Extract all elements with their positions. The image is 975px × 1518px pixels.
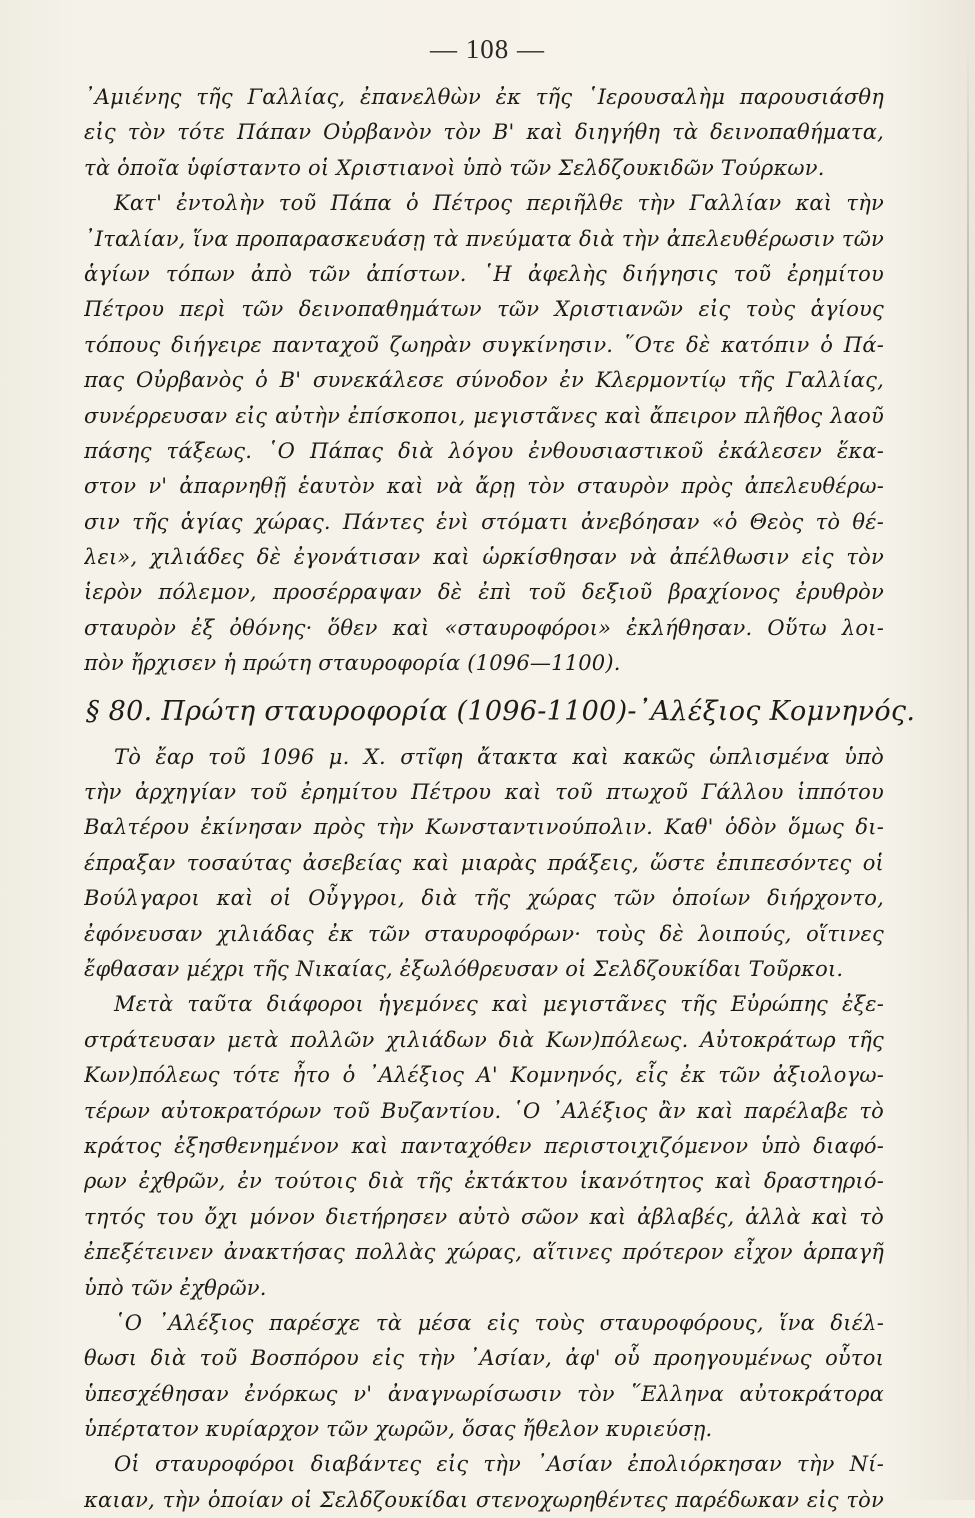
text-line: καιαν, τὴν ὁποίαν οἱ Σελδζουκίδαι στενοχωρηθέντες παρέδωκαν εἰς τὸν	[84, 1487, 884, 1512]
text-line: Μετὰ ταῦτα διάφοροι ἡγεμόνες καὶ μεγιστᾶνες τῆς Εὐρώπης ἐξε-	[114, 992, 884, 1017]
paragraph-3	[84, 740, 884, 988]
text-line: τητός του ὄχι μόνον διετήρησεν αὐτὸ σῶον καὶ ἀβλαβές, ἀλλὰ καὶ τὸ	[84, 1204, 884, 1229]
text-line: τέρων αὐτοκρατόρων τοῦ Βυζαντίου. ῾Ο ᾿Αλέξιος ἂν καὶ παρέλαβε τὸ	[84, 1098, 884, 1123]
paragraph-2	[84, 186, 884, 681]
text-line: πάσης τάξεως. ῾Ο Πάπας διὰ λόγου ἐνθουσιαστικοῦ ἐκάλεσεν ἕκα-	[84, 438, 884, 463]
page-number: — 108 —	[430, 34, 545, 64]
text-line: πας Οὐρβανὸς ὁ Β' συνεκάλεσε σύνοδον ἐν Κλερμοντίῳ τῆς Γαλλίας,	[84, 368, 884, 393]
text-line: ᾿Ιταλίαν, ἵνα προπαρασκευάσῃ τὰ πνεύματα διὰ τὴν ἀπελευθέρωσιν τῶν	[84, 226, 884, 251]
text-line: τόπους διήγειρε πανταχοῦ ζωηρὰν συγκίνησιν. ῞Οτε δὲ κατόπιν ὁ Πά-	[84, 332, 884, 357]
paragraph-1	[84, 80, 884, 186]
text-line: ὑπὸ τῶν ἐχθρῶν.	[84, 1275, 267, 1300]
text-line: σιν τῆς ἁγίας χώρας. Πάντες ἑνὶ στόματι ἀνεβόησαν «ὁ Θεὸς τὸ θέ-	[84, 509, 884, 534]
text-line: τὴν ἀρχηγίαν τοῦ ἐρημίτου Πέτρου καὶ τοῦ πτωχοῦ Γάλλου ἱππότου	[84, 780, 884, 805]
body-text	[84, 80, 916, 1518]
text-line: θωσι διὰ τοῦ Βοσπόρου εἰς τὴν ᾿Ασίαν, ἀφ' οὗ προηγουμένως οὗτοι	[84, 1346, 884, 1371]
text-line: στον ν' ἀπαρνηθῇ ἑαυτὸν καὶ νὰ ἄρῃ τὸν σταυρὸν πρὸς ἀπελευθέρω-	[84, 474, 884, 499]
text-line: πὸν ἤρχισεν ἡ πρώτη σταυροφορία (1096—1100).	[84, 651, 621, 676]
text-line: κράτος ἐξησθενημένον καὶ πανταχόθεν περιστοιχιζόμενον ὑπὸ διαφό-	[84, 1133, 884, 1158]
text-line: σταυρὸν ἐξ ὀθόνης· ὅθεν καὶ «σταυροφόροι» ἐκλήθησαν. Οὕτω λοι-	[84, 615, 884, 640]
text-line: έπραξαν τοσαύτας ἀσεβείας καὶ μιαρὰς πράξεις, ὥστε ἐπιπεσόντες οἱ	[84, 850, 884, 875]
text-line: ρων ἐχθρῶν, ἐν τούτοις διὰ τῆς ἐκτάκτου ἱκανότητος καὶ δραστηριό-	[84, 1169, 884, 1194]
text-line: ἐπεξέτεινεν ἀνακτήσας πολλὰς χώρας, αἵτινες πρότερον εἶχον ἁρπαγῆ	[84, 1240, 884, 1265]
section-heading: § 80. Πρώτη σταυροφορία (1096-1100)-᾿Αλέξιος Κομνηνός.	[86, 695, 916, 727]
text-line: ὑπεσχέθησαν ἐνόρκως ν' ἀναγνωρίσωσιν τὸν ῞Ελληνα αὐτοκράτορα	[84, 1381, 884, 1406]
text-line: λει», χιλιάδες δὲ ἐγονάτισαν καὶ ὡρκίσθησαν νὰ ἀπέλθωσιν εἰς τὸν	[84, 545, 884, 570]
text-line: Κων)πόλεως τότε ἦτο ὁ ᾿Αλέξιος Α' Κομνηνός, εἷς ἐκ τῶν ἀξιολογω-	[84, 1063, 884, 1088]
text-line: Τὸ ἔαρ τοῦ 1096 μ. Χ. στῖφη ἄτακτα καὶ κακῶς ὡπλισμένα ὑπὸ	[114, 744, 884, 769]
text-line: τὰ ὁποῖα ὑφίσταντο οἱ Χριστιανοὶ ὑπὸ τῶν Σελδζουκιδῶν Τούρκων.	[84, 155, 825, 180]
text-line: Βούλγαροι καὶ οἱ Οὖγγροι, διὰ τῆς χώρας τῶν ὁποίων διήρχοντο,	[84, 886, 884, 911]
paragraph-6	[84, 1447, 884, 1518]
paragraph-5	[84, 1306, 884, 1448]
paragraph-4	[84, 987, 884, 1306]
text-line: στράτευσαν μετὰ πολλῶν χιλιάδων διὰ Κων)πόλεως. Αὐτοκράτωρ τῆς	[84, 1027, 884, 1052]
text-line: ἁγίων τόπων ἀπὸ τῶν ἀπίστων. ῾Η ἀφελὴς διήγησις τοῦ ἐρημίτου	[84, 261, 884, 286]
text-line: Οἱ σταυροφόροι διαβάντες εἰς τὴν ᾿Ασίαν ἐπολιόρκησαν τὴν Νί-	[114, 1452, 884, 1477]
text-line: ἐφόνευσαν χιλιάδας ἐκ τῶν σταυροφόρων· τοὺς δὲ λοιπούς, οἵτινες	[84, 921, 884, 946]
text-line: ὑπέρτατον κυρίαρχον τῶν χωρῶν, ὅσας ἤθελον κυριεύσῃ.	[84, 1417, 713, 1442]
text-line: συνέρρευσαν εἰς αὐτὴν ἐπίσκοποι, μεγιστᾶνες καὶ ἄπειρον πλῆθος λαοῦ	[84, 403, 884, 428]
text-line: Βαλτέρου ἐκίνησαν πρὸς τὴν Κωνσταντινούπολιν. Καθ' ὁδὸν ὅμως δι-	[84, 815, 884, 840]
text-line: ᾿Αμιένης τῆς Γαλλίας, ἐπανελθὼν ἐκ τῆς ῾Ιερουσαλὴμ παρουσιάσθη	[84, 85, 884, 109]
text-line: Κατ' ἐντολὴν τοῦ Πάπα ὁ Πέτρος περιῆλθε τὴν Γαλλίαν καὶ τὴν	[114, 191, 884, 216]
text-line: ἔφθασαν μέχρι τῆς Νικαίας, ἐξωλόθρευσαν οἱ Σελδζουκίδαι Τοῦρκοι.	[84, 956, 844, 981]
page-edge-shadow	[967, 40, 969, 1460]
text-line: εἰς τὸν τότε Πάπαν Οὐρβανὸν τὸν Β' καὶ διηγήθη τὰ δεινοπαθήματα,	[84, 120, 884, 145]
text-line: ῾Ο ᾿Αλέξιος παρέσχε τὰ μέσα εἰς τοὺς σταυροφόρους, ἵνα διέλ-	[114, 1310, 884, 1335]
text-line: ἱερὸν πόλεμον, προσέρραψαν δὲ ἐπὶ τοῦ δεξιοῦ βραχίονος ἐρυθρὸν	[84, 580, 884, 605]
text-line: Πέτρου περὶ τῶν δεινοπαθημάτων τῶν Χριστιανῶν εἰς τοὺς ἁγίους	[84, 297, 884, 322]
